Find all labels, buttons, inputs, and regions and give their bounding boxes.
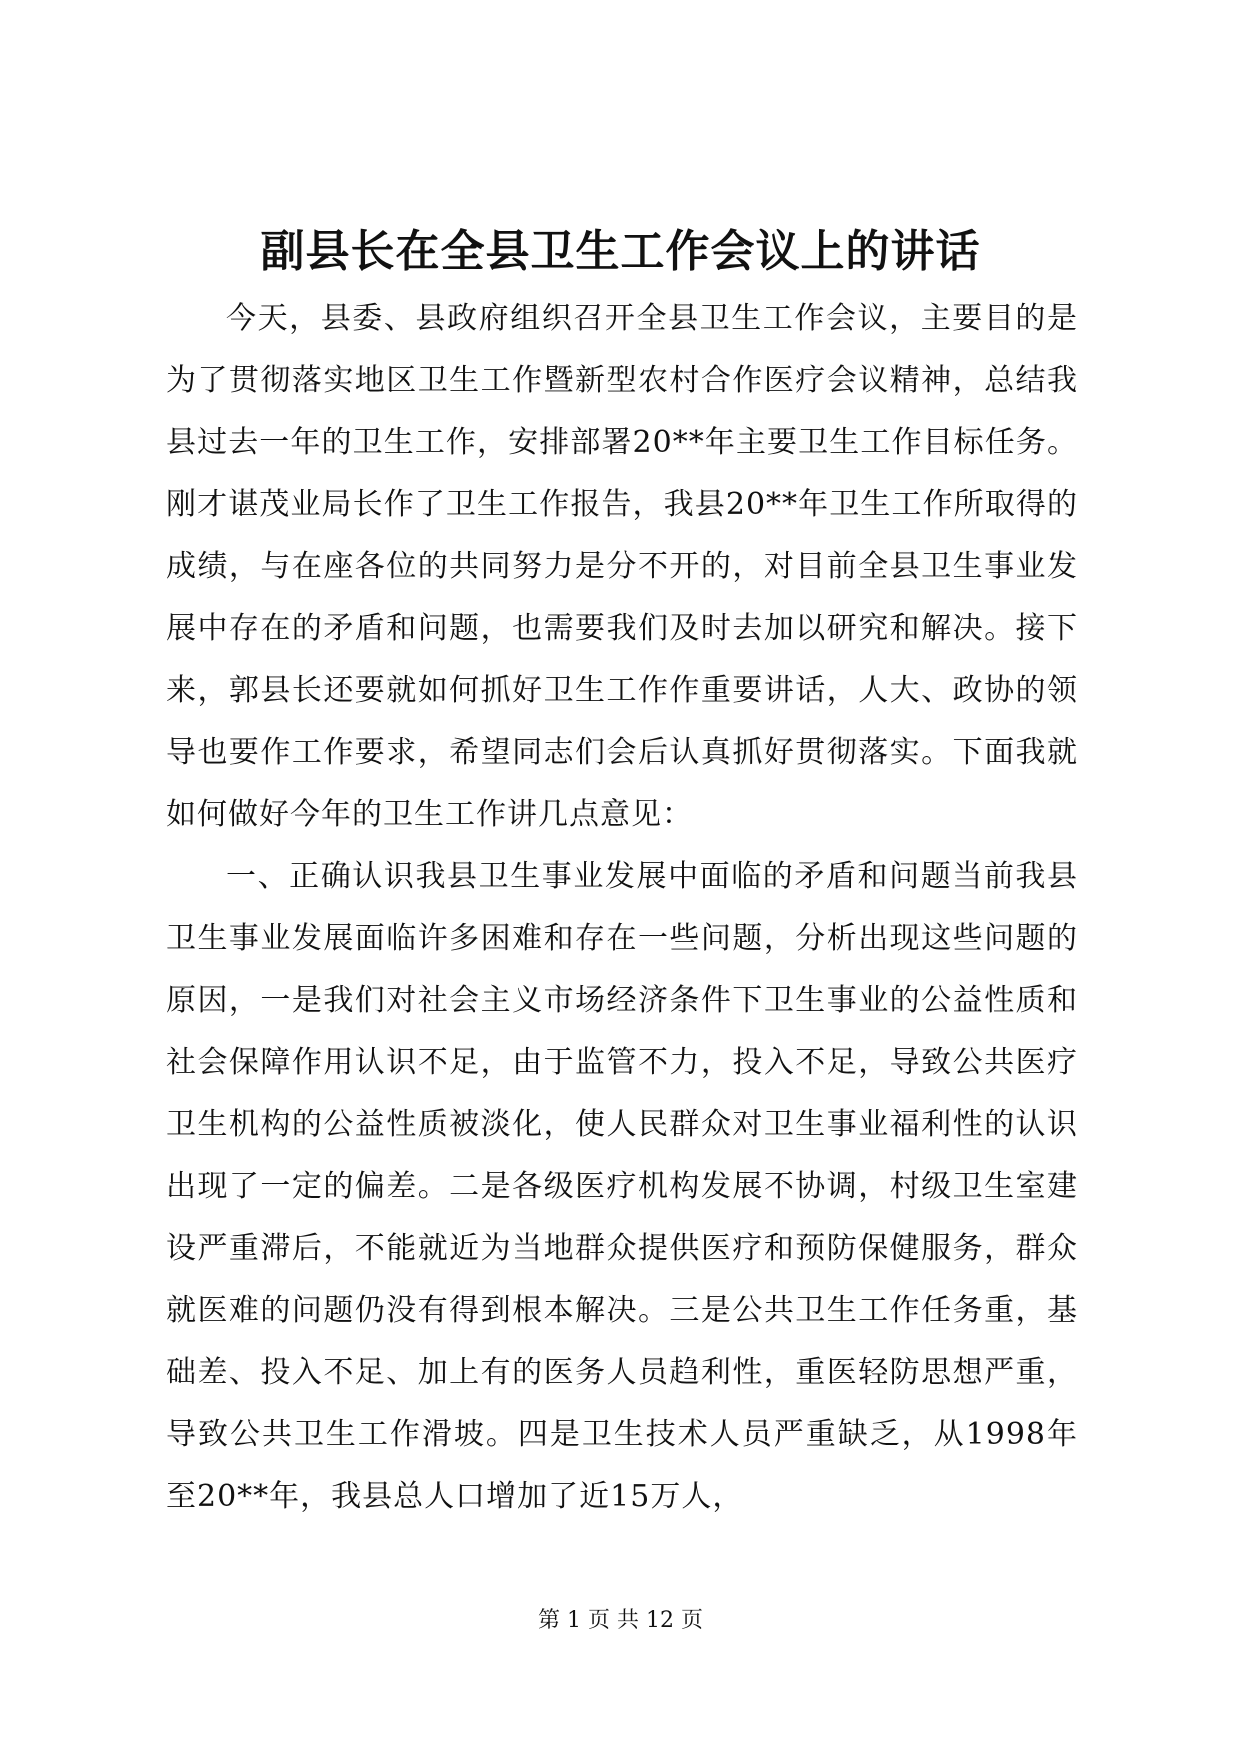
paragraph-section-one: 一、正确认识我县卫生事业发展中面临的矛盾和问题当前我县卫生事业发展面临许多困难和存在一些问题，分析出现这些问题的原因，一是我们对社会主义市场经济条件下卫生事业的公益性质和社会保障作用认识不足，由于监管不力，投入不足，导致公共医疗卫生机构的公益性质被淡化，使人民群众对卫生事业福利性的认识出现了一定的偏差。二是各级医疗机构发展不协调，村级卫生室建设严重滞后，不能就近为当地群众提供医疗和预防保健服务，群众就医难的问题仍没有得到根本解决。三是公共卫生工作任务重，基础差、投入不足、加上有的医务人员趋利性，重医轻防思想严重，导致公共卫生工作滑坡。四是卫生技术人员严重缺乏，从1998年至20**年，我县总人口增加了近15万人，: [166, 859, 1078, 1514]
paragraph-intro: 今天，县委、县政府组织召开全县卫生工作会议，主要目的是为了贯彻落实地区卫生工作暨新型农村合作医疗会议精神，总结我县过去一年的卫生工作，安排部署20**年主要卫生工作目标任务。刚才谌茂业局长作了卫生工作报告，我县20**年卫生工作所取得的成绩，与在座各位的共同努力是分不开的，对目前全县卫生事业发展中存在的矛盾和问题，也需要我们及时去加以研究和解决。接下来，郭县长还要就如何抓好卫生工作作重要讲话，人大、政协的领导也要作工作要求，希望同志们会后认真抓好贯彻落实。下面我就如何做好今年的卫生工作讲几点意见：: [166, 301, 1078, 832]
document-title: 副县长在全县卫生工作会议上的讲话: [260, 226, 981, 277]
page-number-footer: 第 1 页 共 12 页: [538, 1608, 703, 1633]
document-body: [166, 288, 1078, 1528]
